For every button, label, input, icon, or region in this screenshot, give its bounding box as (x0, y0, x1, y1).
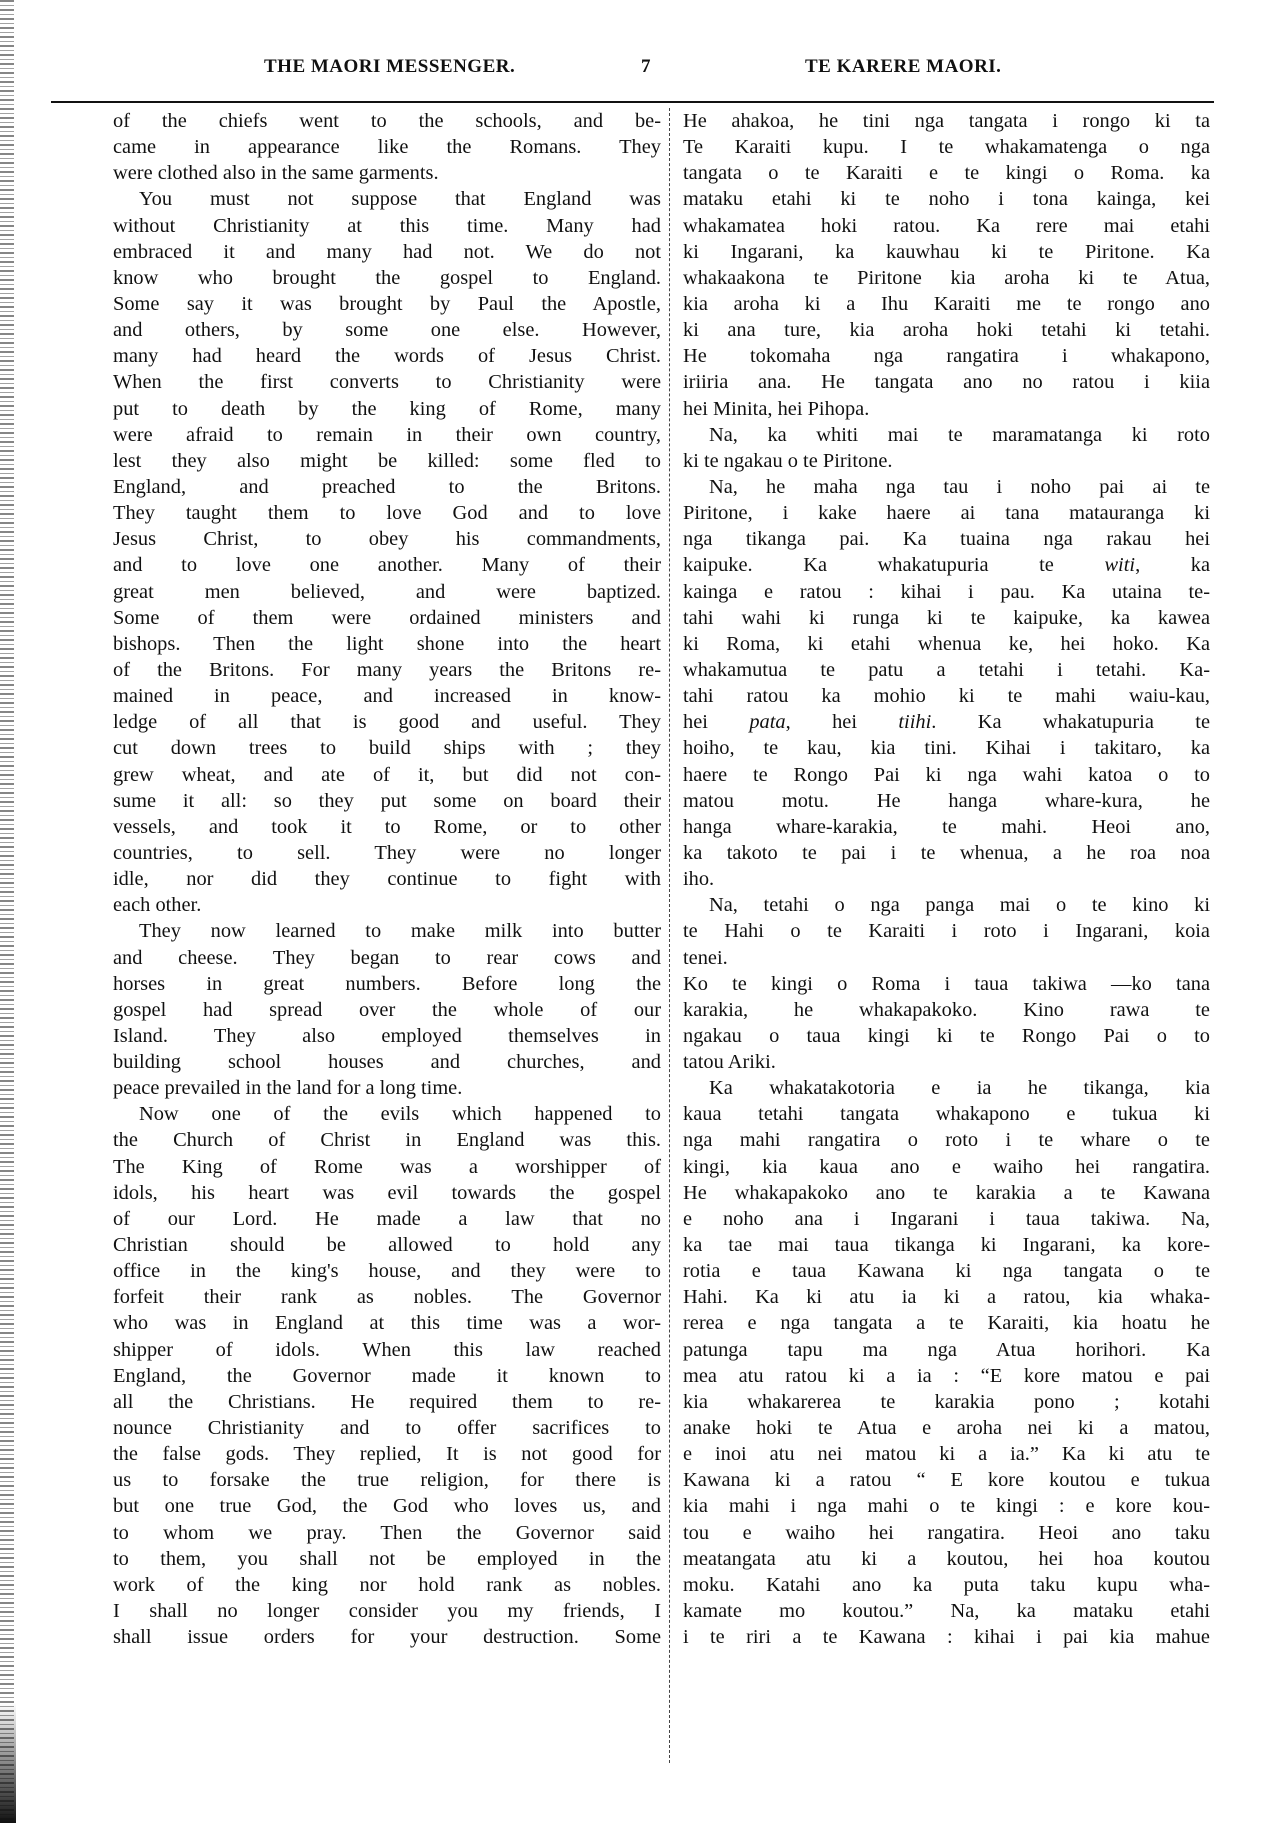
text-line: i te riri a te Kawana : kihai i pai kia mahue (683, 1626, 1210, 1649)
text-line: England, and preached to the Britons. (113, 475, 661, 498)
text-line: shipper of idols. When this law reached (113, 1338, 661, 1361)
text-line: and cheese. They began to rear cows and (113, 946, 661, 969)
text-line: Jesus Christ, to obey his commandments, (113, 528, 661, 551)
text-line: kainga e ratou : kihai i pau. Ka utaina te- (683, 580, 1210, 603)
text-line: haere te Rongo Pai ki nga wahi katoa o to (683, 763, 1210, 786)
text-line: Now one of the evils which happened to (139, 1103, 661, 1126)
text-line: embraced it and many had not. We do not (113, 240, 661, 263)
text-line: karakia, he whakapakoko. Kino rawa te (683, 998, 1210, 1021)
text-line: shall issue orders for your destruction. Some (113, 1626, 661, 1649)
text-line: tatou Ariki. (683, 1051, 776, 1074)
text-line: kingi, kia kaua ano e waiho hei rangatira. (683, 1155, 1210, 1178)
text-line: but one true God, the God who loves us, and (113, 1495, 661, 1518)
text-line: came in appearance like the Romans. They (113, 136, 661, 159)
text-line: gospel had spread over the whole of our (113, 998, 661, 1021)
text-line: the false gods. They replied, It is not good for (113, 1443, 661, 1466)
text-line: kia whakarerea te karakia pono ; kotahi (683, 1390, 1210, 1413)
page-number: 7 (641, 56, 651, 77)
text-line: hei pata, hei tiihi. Ka whakatupuria te (683, 711, 1210, 734)
text-line: You must not suppose that England was (139, 188, 661, 211)
text-line: us to forsake the true religion, for there is (113, 1469, 661, 1492)
text-line: vessels, and took it to Rome, or to other (113, 815, 661, 838)
text-line: ki te ngakau o te Piritone. (683, 449, 893, 472)
text-line: moku. Katahi ano ka puta taku kupu wha- (683, 1573, 1210, 1596)
text-line: idle, nor did they continue to fight with (113, 868, 661, 891)
column-divider (669, 108, 670, 1763)
text-line: e noho ana i Ingarani i taua takiwa. Na, (683, 1207, 1210, 1230)
text-line: tenei. (683, 946, 728, 969)
text-line: nga mahi rangatira o roto i te whare o te (683, 1129, 1210, 1152)
text-line: Island. They also employed themselves in (113, 1024, 661, 1047)
text-line: Some say it was brought by Paul the Apostle, (113, 292, 661, 315)
text-line: te Hahi o te Karaiti i roto i Ingarani, koia (683, 920, 1210, 943)
header-english-title: THE MAORI MESSENGER. (264, 56, 516, 77)
text-line: rotia e taua Kawana ki nga tangata o te (683, 1260, 1210, 1283)
text-line: kaua tetahi tangata whakapono e tukua ki (683, 1103, 1210, 1126)
text-line: mained in peace, and increased in know- (113, 685, 661, 708)
text-line: grew wheat, and ate of it, but did not con- (113, 763, 661, 786)
text-line: to whom we pray. Then the Governor said (113, 1521, 661, 1544)
text-line: He tokomaha nga rangatira i whakapono, (683, 345, 1210, 368)
text-line: kia aroha ki a Ihu Karaiti me te rongo ano (683, 292, 1210, 315)
text-line: work of the king nor hold rank as nobles. (113, 1573, 661, 1596)
text-line: were clothed also in the same garments. (113, 162, 439, 185)
text-line: horses in great numbers. Before long the (113, 972, 661, 995)
text-line: hoiho, te kau, kia tini. Kihai i takitaro, ka (683, 737, 1210, 760)
text-line: who was in England at this time was a wor- (113, 1312, 661, 1335)
text-line: ngakau o taua kingi ki te Rongo Pai o to (683, 1024, 1210, 1047)
scan-corner-shadow (0, 1703, 16, 1823)
text-line: When the first converts to Christianity were (113, 371, 661, 394)
text-line: Te Karaiti kupu. I te whakamatenga o nga (683, 136, 1210, 159)
text-line: cut down trees to build ships with ; they (113, 737, 661, 760)
text-line: The King of Rome was a worshipper of (113, 1155, 661, 1178)
text-line: many had heard the words of Jesus Christ. (113, 345, 661, 368)
text-line: Ka whakatakotoria e ia he tikanga, kia (709, 1077, 1210, 1100)
text-line: office in the king's house, and they were to (113, 1260, 661, 1283)
text-line: kamate mo koutou.” Na, ka mataku etahi (683, 1600, 1210, 1623)
text-line: patunga tapu ma nga Atua horihori. Ka (683, 1338, 1210, 1361)
text-line: kia mahi i nga mahi o te kingi : e kore kou- (683, 1495, 1210, 1518)
text-line: I shall no longer consider you my friends, I (113, 1600, 661, 1623)
text-line: idols, his heart was evil towards the gospel (113, 1181, 661, 1204)
text-line: mataku etahi ki te noho i tona kainga, kei (683, 188, 1210, 211)
text-line: all the Christians. He required them to re- (113, 1390, 661, 1413)
text-line: bishops. Then the light shone into the heart (113, 632, 661, 655)
text-line: They taught them to love God and to love (113, 502, 661, 525)
text-line: iriiria ana. He tangata ano no ratou i kiia (683, 371, 1210, 394)
text-line: He ahakoa, he tini nga tangata i rongo ki ta (683, 110, 1210, 132)
text-line: anake hoki te Atua e aroha nei ki a matou, (683, 1417, 1210, 1440)
text-line: of our Lord. He made a law that no (113, 1207, 661, 1230)
text-line: They now learned to make milk into butter (139, 920, 661, 943)
text-line: ki Ingarani, ka kauwhau ki te Piritone. Ka (683, 240, 1210, 263)
text-line: England, the Governor made it known to (113, 1364, 661, 1387)
text-line: Kawana ki a ratou “ E kore koutou e tukua (683, 1469, 1210, 1492)
text-line: each other. (113, 894, 202, 917)
text-line: iho. (683, 868, 715, 891)
header-rule (51, 101, 1214, 103)
text-line: lest they also might be killed: some fled to (113, 449, 661, 472)
text-line: great men believed, and were baptized. (113, 580, 661, 603)
text-line: without Christianity at this time. Many had (113, 214, 661, 237)
text-line: hei Minita, hei Pihopa. (683, 397, 870, 420)
text-line: ka takoto te pai i te whenua, a he roa noa (683, 841, 1210, 864)
text-line: Na, ka whiti mai te maramatanga ki roto (709, 423, 1210, 446)
text-line: matou motu. He hanga whare-kura, he (683, 789, 1210, 812)
text-line: e inoi atu nei matou ki a ia.” Ka ki atu te (683, 1443, 1210, 1466)
text-line: countries, to sell. They were no longer (113, 841, 661, 864)
text-line: know who brought the gospel to England. (113, 266, 661, 289)
text-line: whakamatea hoki ratou. Ka rere mai etahi (683, 214, 1210, 237)
text-line: Piritone, i kake haere ai tana matauranga ki (683, 502, 1210, 525)
text-line: He whakapakoko ano te karakia a te Kawana (683, 1181, 1210, 1204)
maori-column (683, 108, 1210, 1650)
text-line: nga tikanga pai. Ka tuaina nga rakau hei (683, 528, 1210, 551)
text-line: ki ana ture, kia aroha hoki tetahi ki tetahi. (683, 319, 1210, 342)
text-line: Christian should be allowed to hold any (113, 1234, 661, 1257)
text-line: Na, he maha nga tau i noho pai ai te (709, 475, 1210, 498)
text-line: and others, by some one else. However, (113, 319, 661, 342)
text-line: peace prevailed in the land for a long time. (113, 1077, 463, 1100)
text-line: whakamutua te patu a tetahi i tetahi. Ka- (683, 658, 1210, 681)
text-line: Some of them were ordained ministers and (113, 606, 661, 629)
text-line: Ko te kingi o Roma i taua takiwa —ko tana (683, 972, 1210, 995)
text-line: of the chiefs went to the schools, and be- (113, 110, 661, 132)
text-line: ledge of all that is good and useful. They (113, 711, 661, 734)
text-line: put to death by the king of Rome, many (113, 397, 661, 420)
text-line: whakaakona te Piritone kia aroha ki te Atua, (683, 266, 1210, 289)
text-line: Na, tetahi o nga panga mai o te kino ki (709, 894, 1210, 917)
text-line: tangata o te Karaiti e te kingi o Roma. ka (683, 162, 1210, 185)
text-line: hanga whare-karakia, te mahi. Heoi ano, (683, 815, 1210, 838)
text-line: the Church of Christ in England was this. (113, 1129, 661, 1152)
text-line: meatangata atu ki a koutou, hei hoa koutou (683, 1547, 1210, 1570)
text-line: ki Roma, ki etahi whenua ke, hei hoko. Ka (683, 632, 1210, 655)
text-line: mea atu ratou ki a ia : “E kore matou e pai (683, 1364, 1210, 1387)
text-line: kaipuke. Ka whakatupuria te witi, ka (683, 554, 1210, 577)
text-line: ka tae mai taua tikanga ki Ingarani, ka kore- (683, 1234, 1210, 1257)
scan-binding-edge (0, 0, 14, 1823)
text-line: sume it all: so they put some on board their (113, 789, 661, 812)
text-line: of the Britons. For many years the Britons re- (113, 658, 661, 681)
text-line: rerea e nga tangata a te Karaiti, kia hoatu he (683, 1312, 1210, 1335)
running-header (0, 56, 1280, 92)
text-line: forfeit their rank as nobles. The Governor (113, 1286, 661, 1309)
english-column (113, 108, 661, 1650)
header-maori-title: TE KARERE MAORI. (805, 56, 1002, 77)
text-line: tou e waiho hei rangatira. Heoi ano taku (683, 1521, 1210, 1544)
text-line: and to love one another. Many of their (113, 554, 661, 577)
text-line: nounce Christianity and to offer sacrifices to (113, 1417, 661, 1440)
text-line: tahi wahi ki runga ki te kaipuke, ka kawea (683, 606, 1210, 629)
text-line: to them, you shall not be employed in the (113, 1547, 661, 1570)
text-line: building school houses and churches, and (113, 1051, 661, 1074)
text-line: were afraid to remain in their own country, (113, 423, 661, 446)
text-line: Hahi. Ka ki atu ia ki a ratou, kia whaka- (683, 1286, 1210, 1309)
text-line: tahi ratou ka mohio ki te mahi waiu-kau, (683, 685, 1210, 708)
